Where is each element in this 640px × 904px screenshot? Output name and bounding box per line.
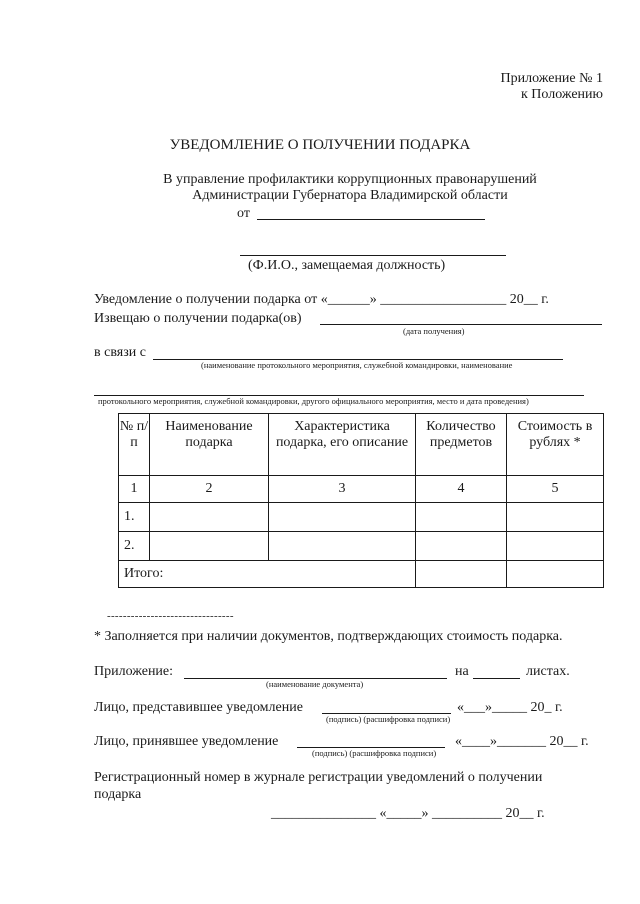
table-number-row [119,476,604,503]
col-number: 2 [150,476,269,503]
table-cell[interactable] [269,532,416,561]
table-cell[interactable] [150,532,269,561]
table-cell[interactable] [507,503,604,532]
gift-table [118,413,604,588]
header-name: Наименование подарка [150,414,269,476]
addressee-line1: В управление профилактики коррупционных правонарушений [163,172,537,187]
receiver-hint: (подпись) (расшифровка подписи) [312,748,437,758]
from-field[interactable] [257,219,485,220]
table-total-row [119,561,604,588]
attachment-label: Приложение: [94,664,174,679]
header-quantity: Количество предметов [416,414,507,476]
table-cell[interactable] [150,503,269,532]
col-number: 5 [507,476,604,503]
appendix-line1: Приложение № 1 [500,71,603,86]
header-number: № п/п [119,414,150,476]
receiver-label: Лицо, принявшее уведомление [94,734,279,749]
total-quantity-cell[interactable] [416,561,507,588]
table-cell[interactable] [269,503,416,532]
table-header-row [119,414,604,476]
reason-label: в связи с [94,345,146,360]
addressee-line2: Администрации Губернатора Владимирской области [192,188,508,203]
document-title: УВЕДОМЛЕНИЕ О ПОЛУЧЕНИИ ПОДАРКА [169,137,471,153]
date-hint: (дата получения) [403,326,465,336]
notice-line1: Уведомление о получении подарка от «______» __________________ 20__ г. [94,292,549,307]
table-row [119,503,604,532]
row-index: 1. [119,503,150,532]
submitter-hint: (подпись) (расшифровка подписи) [326,714,451,724]
receiver-date: «____»_______ 20__ г. [455,734,589,749]
fio-field[interactable] [240,255,506,256]
table-cell[interactable] [507,532,604,561]
reason-hint1: (наименование протокольного мероприятия, служебной командировки, наименование [201,360,513,370]
appendix-line2: к Положению [520,87,603,102]
registration-date: _______________ «_____» __________ 20__ г. [271,806,545,821]
gift-received-field[interactable] [320,324,602,325]
footnote-separator: -------------------------------- [107,610,234,622]
notice-line2-label: Извещаю о получении подарка(ов) [94,311,302,326]
fio-caption: (Ф.И.О., замещаемая должность) [248,258,446,273]
submitter-label: Лицо, представившее уведомление [94,700,303,715]
footnote-text: * Заполняется при наличии документов, подтверждающих стоимость подарка. [94,629,563,644]
table-cell[interactable] [416,503,507,532]
from-label: от [237,206,250,221]
row-index: 2. [119,532,150,561]
col-number: 3 [269,476,416,503]
table-cell[interactable] [416,532,507,561]
col-number: 4 [416,476,507,503]
header-description: Характеристика подарка, его описание [269,414,416,476]
submitter-date: «___»_____ 20_ г. [457,700,563,715]
attachment-sheets-field[interactable] [473,678,520,679]
total-label: Итого: [119,561,416,588]
total-cost-cell[interactable] [507,561,604,588]
attachment-na: на [455,664,469,679]
attachment-sheets: листах. [526,664,570,679]
reason-hint2: протокольного мероприятия, служебной командировки, другого официального мероприятия, место и дата проведения) [98,396,529,406]
table-row [119,532,604,561]
col-number: 1 [119,476,150,503]
registration-line2: подарка [94,787,142,802]
registration-line1: Регистрационный номер в журнале регистрации уведомлений о получении [94,770,543,785]
header-cost: Стоимость в рублях * [507,414,604,476]
attachment-hint: (наименование документа) [266,679,364,689]
